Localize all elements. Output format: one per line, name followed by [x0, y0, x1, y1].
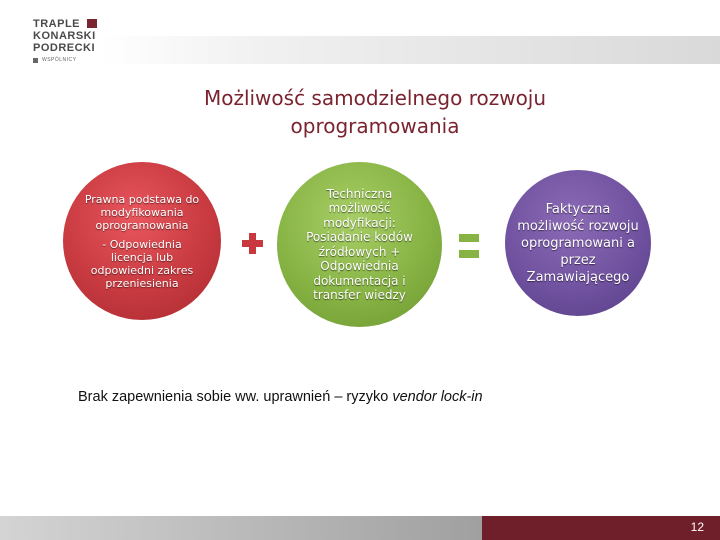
logo-square-icon — [87, 19, 97, 28]
logo-line-2: KONARSKI — [33, 30, 96, 42]
logo-line-1: TRAPLE — [33, 18, 80, 30]
legal-basis-circle — [63, 162, 221, 320]
risk-note-emphasis: vendor lock-in — [392, 389, 483, 405]
logo-sub-text: WSPÓLNICY — [42, 57, 77, 63]
risk-note-text: Brak zapewnienia sobie ww. uprawnień – ryzyko — [78, 389, 393, 405]
logo-subline — [33, 57, 96, 63]
plus-icon — [242, 233, 263, 254]
technical-possibility-circle — [277, 162, 442, 327]
actual-possibility-text: Faktyczna możliwość rozwoju oprogramowani a przez Zamawiającego — [517, 201, 639, 285]
logo-line-3: PODRECKI — [33, 42, 96, 54]
equals-icon — [459, 234, 479, 258]
slide-title-line-2: oprogramowania — [290, 114, 460, 138]
legal-basis-text: Prawna podstawa do modyfikowania oprogramowania — [84, 192, 200, 232]
footer-accent-bar — [482, 516, 720, 540]
technical-possibility-text: Techniczna możliwość modyfikacji: Posiadanie kodów źródłowych + Odpowiednia dokumentacja i transfer wiedzy — [306, 186, 413, 302]
slide-title — [0, 84, 720, 140]
footer-bar — [0, 516, 482, 540]
risk-note — [78, 389, 483, 405]
logo — [33, 18, 96, 63]
legal-basis-subtext: - Odpowiednia licencja lub odpowiedni zakres przeniesienia — [90, 237, 194, 290]
slide-title-line-1: Możliwość samodzielnego rozwoju — [203, 86, 547, 110]
page-number: 12 — [690, 520, 704, 534]
logo-bullet-icon — [33, 58, 38, 63]
actual-possibility-circle — [505, 170, 651, 316]
header-band — [100, 36, 720, 64]
